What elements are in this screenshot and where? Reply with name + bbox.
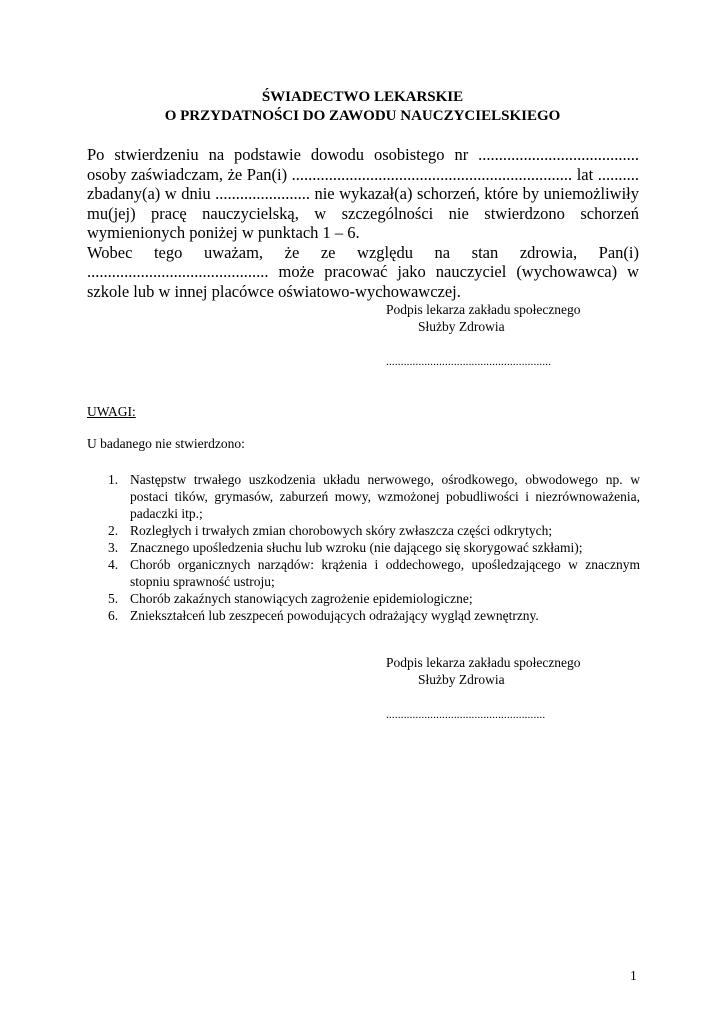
certificate-body <box>87 145 639 301</box>
notes-heading: UWAGI: <box>87 404 136 419</box>
list-item-number: 6. <box>108 608 119 623</box>
document-title-line-1: ŚWIADECTWO LEKARSKIE <box>261 89 464 105</box>
signature-bottom-label-2: Służby Zdrowia <box>418 672 505 687</box>
list-item-number: 3. <box>108 540 119 555</box>
signature-bottom-label-1: Podpis lekarza zakładu społecznego <box>386 655 581 670</box>
signature-top-label-1: Podpis lekarza zakładu społecznego <box>386 302 581 317</box>
document-title-line-2: O PRZYDATNOŚCI DO ZAWODU NAUCZYCIELSKIEGO <box>164 108 561 124</box>
certificate-paragraph-2: Wobec tego uważam, że ze względu na stan zdrowia, Pan(i) ............................................ może pracować jako nauczyciel (wychowawca) w szkole lub w innej placówce oświatowo-wychowawczej. <box>87 242 639 301</box>
list-item-text: Następstw trwałego uszkodzenia układu nerwowego, ośrodkowego, obwodowego np. w postaci tików, grymasów, zaburzeń mowy, wzmożonej pobudliwości i niezrównoważenia, padaczki itp.; <box>130 472 640 521</box>
list-item-number: 4. <box>108 557 119 572</box>
list-item-number: 2. <box>108 523 119 538</box>
list-item-text: Znacznego upośledzenia słuchu lub wzroku (nie dającego się skorygować szkłami); <box>130 540 583 555</box>
list-item <box>108 522 640 539</box>
list-item-number: 1. <box>108 472 119 487</box>
list-item <box>108 539 640 556</box>
page-number: 1 <box>630 968 637 983</box>
certificate-paragraph-1: Po stwierdzeniu na podstawie dowodu osobistego nr ....................................... osoby zaświadczam, że Pan(i) .................................................................... lat .......... zbadany(a) w dniu ....................... nie wykazał(a) schorzeń, które by uniemożliwiły mu(jej) pracę nauczycielską, w szczególności nie stwierdzono schorzeń wymienionych poniżej w punktach 1 – 6. <box>87 145 639 242</box>
list-item-text: Chorób zakaźnych stanowiących zagrożenie epidemiologiczne; <box>130 591 473 606</box>
list-item-text: Zniekształceń lub zeszpeceń powodujących odrażający wygląd zewnętrzny. <box>130 608 539 623</box>
list-item <box>108 471 640 522</box>
list-item <box>108 556 640 590</box>
signature-top-line: ........................................................ <box>386 356 552 368</box>
conditions-list <box>108 471 640 624</box>
list-item-text: Rozległych i trwałych zmian chorobowych skóry zwłaszcza części odkrytych; <box>130 523 553 538</box>
signature-bottom-line: ...................................................... <box>386 709 546 721</box>
list-item-number: 5. <box>108 591 119 606</box>
list-item <box>108 607 640 624</box>
list-item-text: Chorób organicznych narządów: krążenia i oddechowego, upośledzającego w znacznym stopniu sprawność ustroju; <box>130 557 640 589</box>
notes-intro: U badanego nie stwierdzono: <box>87 436 245 451</box>
list-item <box>108 590 640 607</box>
signature-top-label-2: Służby Zdrowia <box>418 319 505 334</box>
